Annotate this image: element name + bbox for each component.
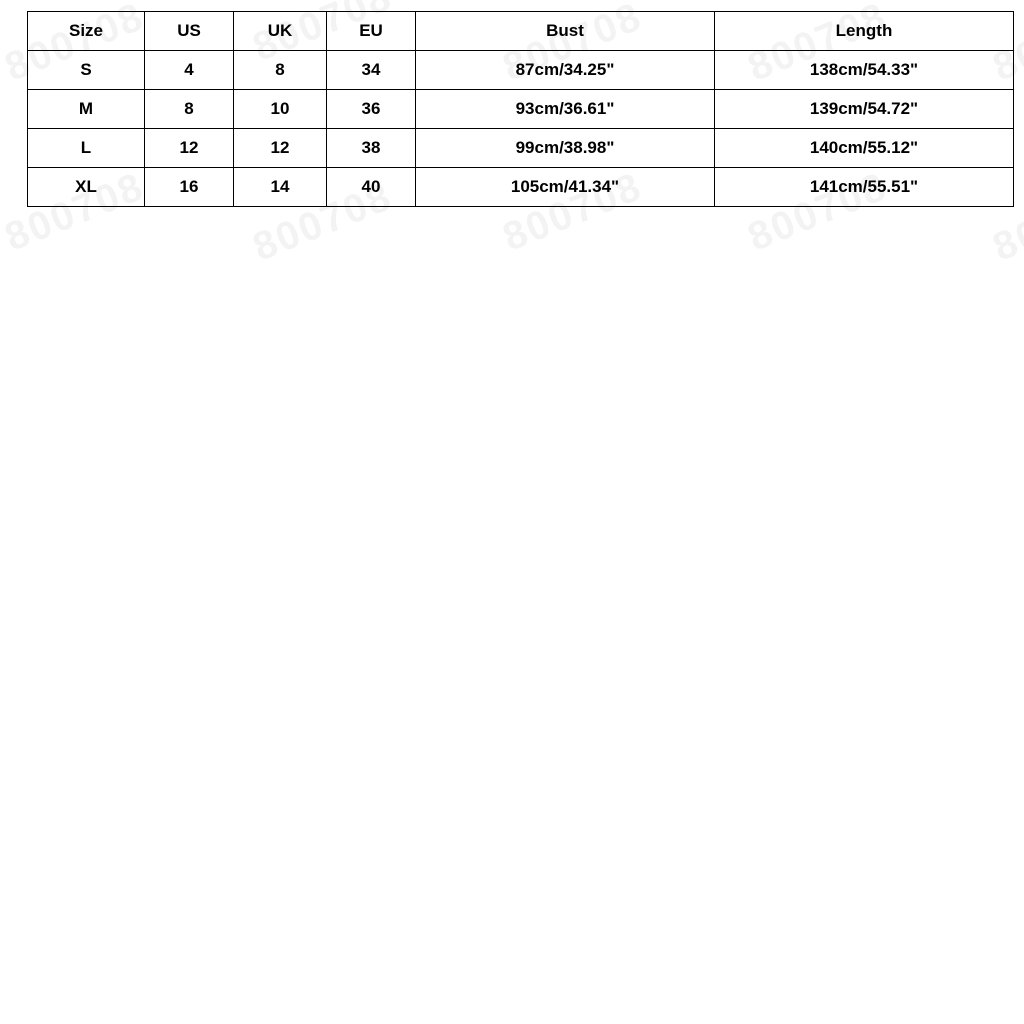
cell-bust: 99cm/38.98" (416, 129, 715, 168)
table-row (28, 129, 1014, 168)
cell-eu: 36 (327, 90, 416, 129)
cell-size: L (28, 129, 145, 168)
cell-us: 4 (145, 51, 234, 90)
size-chart-table (27, 11, 1014, 207)
cell-bust: 93cm/36.61" (416, 90, 715, 129)
table-row (28, 168, 1014, 207)
cell-us: 12 (145, 129, 234, 168)
cell-bust: 105cm/41.34" (416, 168, 715, 207)
cell-us: 8 (145, 90, 234, 129)
cell-bust: 87cm/34.25" (416, 51, 715, 90)
cell-uk: 10 (234, 90, 327, 129)
cell-length: 138cm/54.33" (715, 51, 1014, 90)
header-bust: Bust (416, 12, 715, 51)
cell-eu: 34 (327, 51, 416, 90)
header-uk: UK (234, 12, 327, 51)
cell-uk: 12 (234, 129, 327, 168)
cell-size: S (28, 51, 145, 90)
table-header-row (28, 12, 1014, 51)
cell-uk: 14 (234, 168, 327, 207)
cell-us: 16 (145, 168, 234, 207)
header-length: Length (715, 12, 1014, 51)
cell-length: 140cm/55.12" (715, 129, 1014, 168)
header-eu: EU (327, 12, 416, 51)
cell-uk: 8 (234, 51, 327, 90)
cell-length: 141cm/55.51" (715, 168, 1014, 207)
cell-size: M (28, 90, 145, 129)
cell-eu: 40 (327, 168, 416, 207)
header-us: US (145, 12, 234, 51)
cell-eu: 38 (327, 129, 416, 168)
table-row (28, 90, 1014, 129)
cell-length: 139cm/54.72" (715, 90, 1014, 129)
cell-size: XL (28, 168, 145, 207)
table-row (28, 51, 1014, 90)
header-size: Size (28, 12, 145, 51)
